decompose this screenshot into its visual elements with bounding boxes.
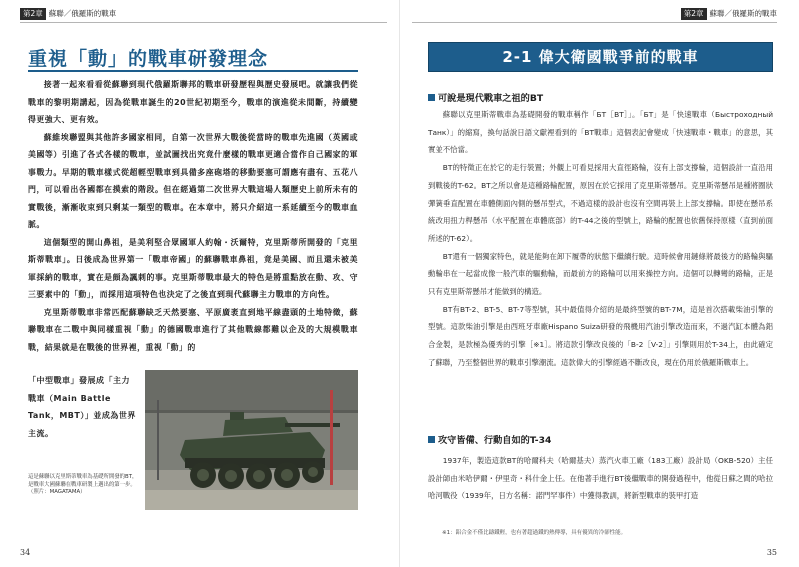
paragraph: 這個類型的開山鼻祖，是美利堅合眾國軍人約翰・沃爾特，克里斯蒂所開發的「克里斯蒂戰車」。日後成為世界第一「戰車帝國」的蘇聯戰車鼻祖，竟是美國、而且還未被美軍採納的戰車，實在是頗為諷刺的事。克里斯蒂戰車最大的特色是將重點放在動、攻、守三要素中的「動」，而採用這項特色也決定了之後直到現代蘇聯主力戰車的方向性。 bbox=[28, 237, 358, 299]
paragraph: 接著一起來看看從蘇聯到現代俄羅斯聯邦的戰車研發歷程與歷史發展吧。就讓我們從戰車的黎明期講起，因為從戰車誕生的20世紀初期至今，戰車的演進從未間斷，持續變得更強大、更有效。 bbox=[28, 80, 358, 124]
subheading bbox=[428, 432, 551, 446]
paragraph: 1937年，製造這款BT的哈爾科夫（哈爾基夫）蒸汽火車工廠（183工廠）設計局（OKB-520）主任設計師由米哈伊爾・伊里奇・科什金上任。在他著手進行BT後繼戰車的開發過程中，他從日蘇之間的哈拉哈河戰役（1939年，日方名稱：諾門罕事件）中獲得教訓，將新型戰車的裝甲打造 bbox=[428, 456, 773, 501]
subheading-text: 攻守皆備、行動自如的T-34 bbox=[438, 435, 552, 446]
paragraph: 蘇維埃聯盟與其他許多國家相同，自第一次世界大戰後從當時的戰車先進國（英國或美國等）引進了各式各樣的戰車，並試圖找出究竟什麼樣的戰車更適合當作自己國家的軍事戰力。早期的戰車樣式從超輕型戰車到具備多座砲塔的移動要塞可謂應有盡有、五花八門，可以看出各國都在摸索的階段。但在經過第二次世界大戰這場人類歷史上前所未有的實戰後，漸漸收束到只剩某一類型的戰車。在本章中，將只介紹這一系延續至今的戰車血脈。 bbox=[28, 132, 358, 229]
chapter-tag: 第2章 bbox=[20, 8, 46, 20]
paragraph: 克里斯蒂戰車非常匹配蘇聯缺乏天然要塞、平原廣袤直到地平線盡頭的土地特徵，蘇聯戰車在二戰中與同樣重視「動」的德國戰車進行了其他戰線都難以企及的大規模戰車戰，結果就是在戰後的世界裡，重視「動」的 bbox=[28, 307, 358, 352]
section-heading: 重視「動」的戰車研發理念 bbox=[28, 48, 269, 70]
square-bullet-icon bbox=[428, 436, 435, 443]
chapter-title: 蘇聯／俄羅斯的戰車 bbox=[709, 9, 777, 18]
running-header bbox=[681, 8, 777, 20]
right-page bbox=[400, 0, 799, 567]
heading-underline bbox=[28, 70, 358, 72]
page-number: 34 bbox=[20, 548, 31, 557]
header-rule bbox=[20, 22, 387, 23]
paragraph: BT的特徵正在於它的走行裝置；外觀上可看見採用大直徑路輪，沒有上部支撐輪，這個設計一直沿用到戰後的T-62。BT之所以會是這種路輪配置，原因在於它採用了克里斯蒂懸吊。克里斯蒂懸吊是種將圈狀彈簧垂直配置在車體側面內側的懸吊型式，不過這樣的設計也沒有空間再裝上上部支撐輪。即使在懸吊系統改用扭力桿懸吊（水平配置在車體底部）的T-44之後的型號上，路輪的配置也依舊保持原樣（直到前面所述的T-62）。 bbox=[428, 163, 773, 243]
paragraph: BT有BT-2、BT-5、BT-7等型號，其中最值得介紹的是最終型號的BT-7M，這是首次搭載柴油引擎的型號。這款柴油引擎是由西班牙車廠Hispano Suiza研發的飛機用汽油引擎改造而來，不過汽缸本體為鋁合金製，是款極為優秀的引擎［※1］。將這款引擎改良後的「B-2［V-2］」引擎則用於T-34上，由此確定了蘇聯，乃至整個世界的戰車引擎潮流。這款偉大的引擎經過不斷改良，現在仍用於俄羅斯戰車上。 bbox=[428, 304, 773, 367]
tank-photo bbox=[145, 370, 358, 510]
body-text bbox=[28, 76, 358, 356]
header-rule bbox=[412, 22, 777, 23]
paragraph: 蘇聯以克里斯蒂戰車為基礎開發的戰車稱作「БТ［BT］」。「БТ」是「快速戰車（Быстроходный Танк）」的縮寫，換句話說日語文獻裡看到的「BT戰車」這個表記會變成「快速戰車・戰車」的意思，其實並不恰當。 bbox=[428, 110, 773, 155]
section-banner: 2-1 偉大衛國戰爭前的戰車 bbox=[428, 42, 773, 72]
body-text bbox=[428, 452, 773, 505]
left-page bbox=[0, 0, 399, 567]
bt-tank-illustration bbox=[145, 370, 358, 510]
side-text: 「中型戰車」發展成「主力戰車（Main Battle Tank，MBT）」並成為世界主流。 bbox=[28, 376, 136, 438]
footnote: ※1：鋁合金不僅比鑄鐵輕，也有著超過鐵的熱傳導，具有優異的冷卻性能。 bbox=[442, 530, 627, 536]
body-text bbox=[428, 106, 773, 372]
page-number: 35 bbox=[766, 548, 777, 557]
running-header bbox=[20, 8, 116, 20]
subheading-text: 可說是現代戰車之祖的BT bbox=[438, 93, 544, 104]
subheading bbox=[428, 90, 543, 104]
chapter-title: 蘇聯／俄羅斯的戰車 bbox=[48, 9, 117, 18]
chapter-tag: 第2章 bbox=[681, 8, 707, 20]
photo-caption: 這是蘇聯以克里斯蒂戰車為基礎所開發的BT，是戰車大國蘇聯在戰車研製上邁出的第一步。（照片：MAGATAMA） bbox=[28, 474, 138, 495]
paragraph: BT還有一個獨家特色，就是能夠在卸下履帶的狀態下繼續行駛。這時候會用鏈條將最後方的路輪與驅動輪串在一起當成像一般汽車的驅動輪，而最前方的路輪可以用來操控方向。這個可以轉彎的路輪，正是只有克里斯蒂懸吊才能做到的構造。 bbox=[428, 251, 773, 297]
square-bullet-icon bbox=[428, 94, 435, 101]
